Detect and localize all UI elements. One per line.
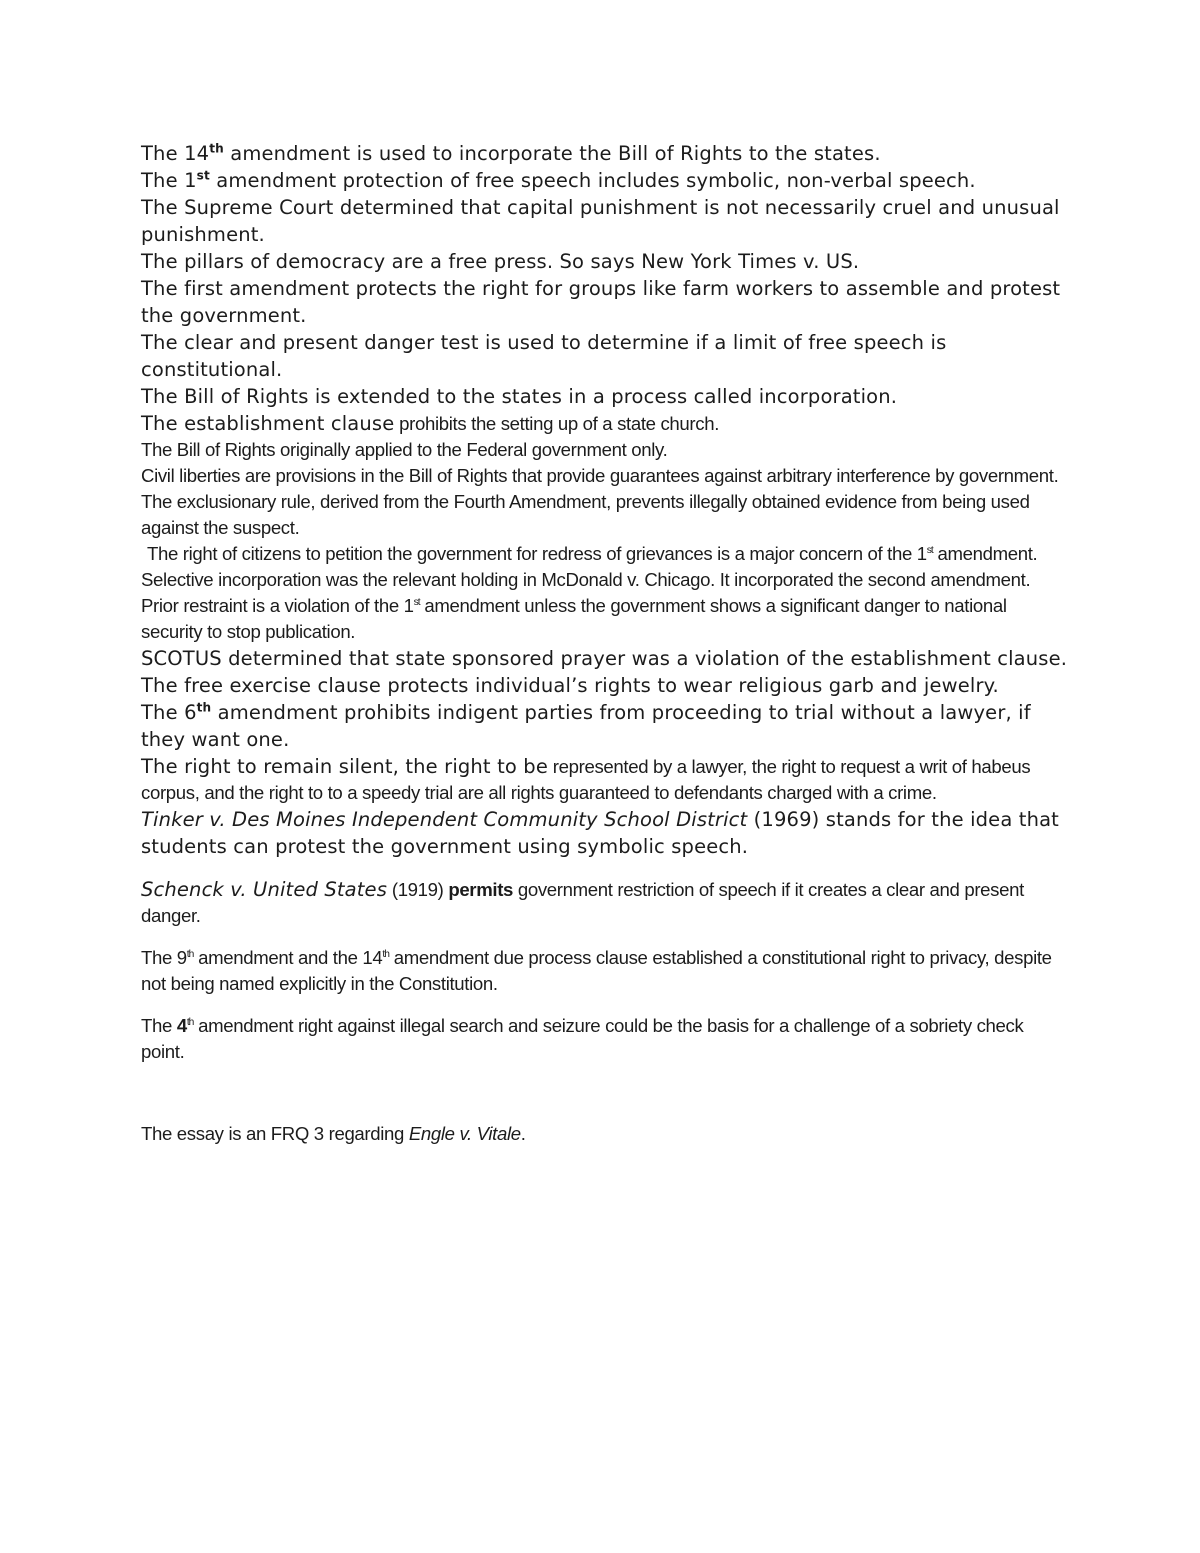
line-8 (141, 410, 1071, 437)
superscript: th (186, 948, 194, 960)
line-14 (141, 593, 1071, 645)
line-16: The free exercise clause protects individual’s rights to wear religious garb and jewelry. (141, 674, 999, 697)
superscript: st (926, 544, 933, 556)
text: The 9 (141, 947, 187, 968)
case-name: Engle v. Vitale (408, 1123, 521, 1144)
text: (1919) (387, 879, 449, 900)
case-name: Tinker v. Des Moines Independent Community School District (141, 808, 748, 831)
text: amendment is used to incorporate the Bill of Rights to the states. (223, 142, 881, 165)
superscript: th (186, 1016, 194, 1028)
text: (1969) stands for the idea that students can protest the government using symbolic speech. (141, 808, 1059, 858)
text: amendment due process clause established a constitutional right to privacy, despite not being named explicitly in the Constitution. (141, 947, 1052, 994)
superscript: th (209, 141, 224, 156)
text: The (141, 1015, 177, 1036)
line-12 (141, 541, 1071, 567)
text: amendment prohibits indigent parties from proceeding to trial without a lawyer, if they want one. (141, 701, 1031, 751)
line-1 (141, 140, 1071, 167)
line-11: The exclusionary rule, derived from the Fourth Amendment, prevents illegally obtained evidence from being used against the suspect. (141, 491, 1030, 538)
text: amendment unless the government shows a significant danger to national security to stop publication. (141, 595, 1007, 642)
text: prohibits the setting up of a state church. (394, 413, 720, 434)
superscript: st (196, 168, 210, 183)
text: The 1 (141, 169, 197, 192)
line-13: Selective incorporation was the relevant holding in McDonald v. Chicago. It incorporated the second amendment. (141, 569, 1031, 590)
text: Prior restraint is a violation of the 1 (141, 595, 414, 616)
text: . (520, 1123, 526, 1144)
line-2 (141, 167, 1071, 194)
line-17 (141, 699, 1071, 753)
case-name: Schenck v. United States (141, 878, 388, 901)
text: The establishment clause (141, 412, 395, 435)
document-page (141, 140, 1071, 1147)
line-9: The Bill of Rights originally applied to the Federal government only. (141, 439, 668, 460)
text: government restriction of speech if it creates a clear and present danger. (141, 879, 1024, 926)
line-10: Civil liberties are provisions in the Bill of Rights that provide guarantees against arbitrary interference by government. (141, 465, 1059, 486)
line-15: SCOTUS determined that state sponsored prayer was a violation of the establishment clause. (141, 647, 1068, 670)
superscript: th (196, 700, 212, 715)
line-18 (141, 753, 1071, 806)
line-20 (141, 876, 1071, 929)
line-7: The Bill of Rights is extended to the states in a process called incorporation. (141, 385, 898, 408)
line-19 (141, 806, 1071, 860)
text: The essay is an FRQ 3 regarding (141, 1123, 409, 1144)
text: The 14 (141, 142, 210, 165)
bold-text: permits (448, 879, 514, 900)
line-5: The first amendment protects the right for groups like farm workers to assemble and protest the government. (141, 277, 1061, 327)
superscript: th (382, 948, 389, 960)
text: The 6 (141, 701, 197, 724)
text: amendment and the 14 (193, 947, 383, 968)
text: The right to remain silent, the right to be (141, 755, 548, 778)
text: amendment. (932, 543, 1038, 564)
bold-text: 4 (176, 1015, 187, 1036)
superscript: st (413, 596, 420, 608)
line-6: The clear and present danger test is used to determine if a limit of free speech is constitutional. (141, 331, 947, 381)
text: amendment protection of free speech includes symbolic, non-verbal speech. (209, 169, 976, 192)
text: amendment right against illegal search and seizure could be the basis for a challenge of a sobriety check point. (141, 1015, 1024, 1062)
line-21 (141, 945, 1071, 997)
text: represented by a lawyer, the right to request a writ of habeus corpus, and the right to to a speedy trial are all rights guaranteed to defendants charged with a crime. (141, 756, 1031, 803)
line-23 (141, 1121, 1071, 1147)
text: The right of citizens to petition the government for redress of grievances is a major concern of the 1 (147, 543, 927, 564)
line-22 (141, 1013, 1071, 1065)
line-4: The pillars of democracy are a free press. So says New York Times v. US. (141, 250, 860, 273)
line-3: The Supreme Court determined that capital punishment is not necessarily cruel and unusual punishment. (141, 196, 1060, 246)
